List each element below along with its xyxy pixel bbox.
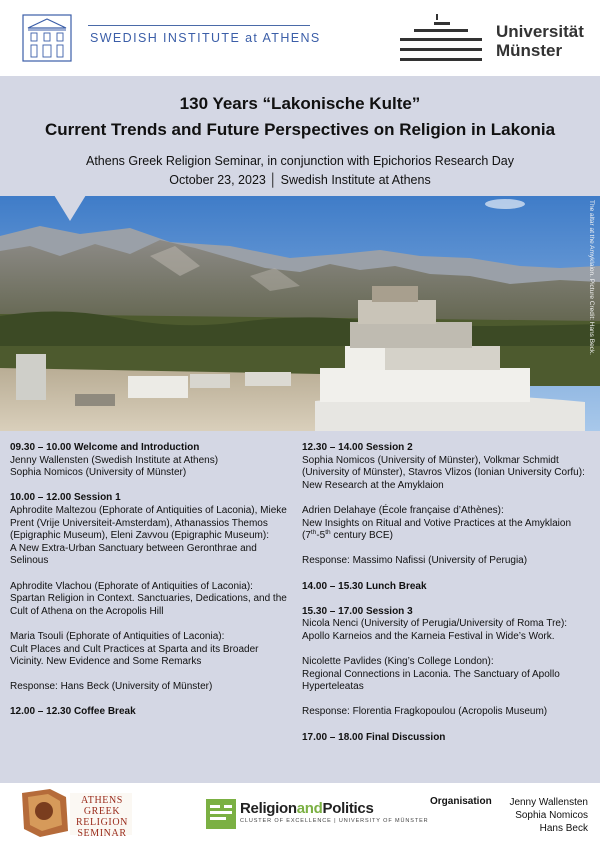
century-range: (7th-5th century BCE) [302, 529, 393, 542]
religion-and-politics-icon [206, 799, 236, 829]
program-body: Nicola Nenci (University of Perugia/University of Roma Tre): Apollo Karneios and the Karneia Festival in Wide’s Work. [302, 618, 568, 642]
program-body: Jenny Wallensten (Swedish Institute at Athens) Sophia Nomicos (University of Münster) [10, 454, 219, 479]
program-item [302, 505, 594, 543]
landscape-illustration [0, 196, 600, 431]
athens-greek-religion-seminar-text: ATHENS GREEK RELIGION SEMINAR [75, 795, 128, 839]
program-item [302, 732, 594, 745]
program-time: 09.30 – 10.00 Welcome and Introduction [10, 442, 200, 453]
program-body: Aphrodite Vlachou (Ephorate of Antiquities of Laconia): Spartan Religion in Context. Sanctuaries, Dedications, and the Cult of Athena on the Acropolis Hill [10, 580, 287, 617]
amyklaion-photo [0, 196, 600, 431]
religion-and-politics-subtitle: CLUSTER OF EXCELLENCE | UNIVERSITY OF MÜNSTER [240, 818, 429, 824]
subtitle: Athens Greek Religion Seminar, in conjunction with Epichorios Research Day [86, 154, 514, 168]
university-name [496, 22, 584, 60]
program-body: Sophia Nomicos (University of Münster), Volkmar Schmidt (University of Münster), Stavros Vlizos (Ionian University Corfu): New Research at the Amyklaion [302, 454, 585, 491]
program-item [10, 631, 292, 669]
title-line1: 130 Years “Lakonische Kulte” [179, 94, 421, 113]
program-item [302, 706, 594, 719]
program-time: 10.00 – 12.00 Session 1 [10, 492, 121, 504]
organiser-name: Sophia Nomicos [515, 810, 588, 821]
program-item [10, 581, 292, 619]
program-body: Response: Hans Beck (University of Münster) [10, 681, 213, 693]
program-time: 12.30 – 14.00 Session 2 [302, 442, 413, 453]
program-item [302, 581, 594, 594]
program-time: 12.00 – 12.30 Coffee Break [10, 706, 136, 718]
program-time: 15.30 – 17.00 Session 3 [302, 605, 413, 617]
organiser-name: Hans Beck [539, 823, 588, 834]
program-left-column [10, 442, 292, 732]
program-right-column [302, 442, 594, 757]
program-item [302, 656, 594, 694]
religion-and-politics-name: ReligionandPolitics [240, 800, 374, 817]
university-line2: Münster [496, 41, 563, 60]
university-line1: Universität [496, 22, 584, 41]
organisation-label: Organisation [430, 796, 492, 807]
program-body: Nicolette Pavlides (King’s College London): Regional Connections in Laconia. The Sanctuary of Apollo Hyperteleatas [302, 656, 560, 693]
organisers-list [480, 796, 588, 835]
program-item [10, 706, 292, 719]
program-item [302, 606, 594, 644]
institute-rule [88, 25, 310, 26]
program-body: Maria Tsouli (Ephorate of Antiquities of Laconia): Cult Places and Cult Practices at Sparta and its Broader Vicinity. New Evidence and Some Remarks [10, 630, 259, 668]
organiser-name: Jenny Wallensten [509, 797, 588, 808]
title-line2: Current Trends and Future Perspectives on Religion in Lakonia [44, 120, 556, 139]
program-body: Response: Florentia Fragkopoulou (Acropolis Museum) [302, 706, 548, 718]
program-item [302, 555, 594, 568]
program-item [10, 442, 292, 480]
program-body: Aphrodite Maltezou (Ephorate of Antiquities of Laconia), Mieke Prent (Vrije Universiteit-Amsterdam), Athanassios Themos (Epigraphic Museum), Eleni Zavvou (Epigraphic Museum): A New Extra-Urban Sanctuary between Geronthrae and Selinous [10, 504, 287, 567]
photo-credit: The altar at the Amyklaion. Picture Credit: Hans Beck. [588, 200, 595, 355]
program-item [10, 492, 292, 568]
header [0, 0, 600, 76]
program-body: Response: Massimo Nafissi (University of Perugia) [302, 555, 528, 567]
program-item [10, 681, 292, 694]
program-item [302, 442, 594, 492]
program-time: 17.00 – 18.00 Final Discussion [302, 731, 446, 743]
title-band-notch [54, 195, 86, 221]
program-body: Adrien Delahaye (École française d’Athènes): New Insights on Ritual and Votive Practices at the Amyklaion [302, 504, 572, 529]
program-time: 14.00 – 15.30 Lunch Break [302, 580, 427, 592]
date-location: October 23, 2023 │ Swedish Institute at Athens [169, 173, 431, 187]
university-munster-mark [398, 12, 484, 64]
swedish-institute-logo [22, 14, 72, 62]
institute-name: SWEDISH INSTITUTE at ATHENS [90, 31, 321, 45]
